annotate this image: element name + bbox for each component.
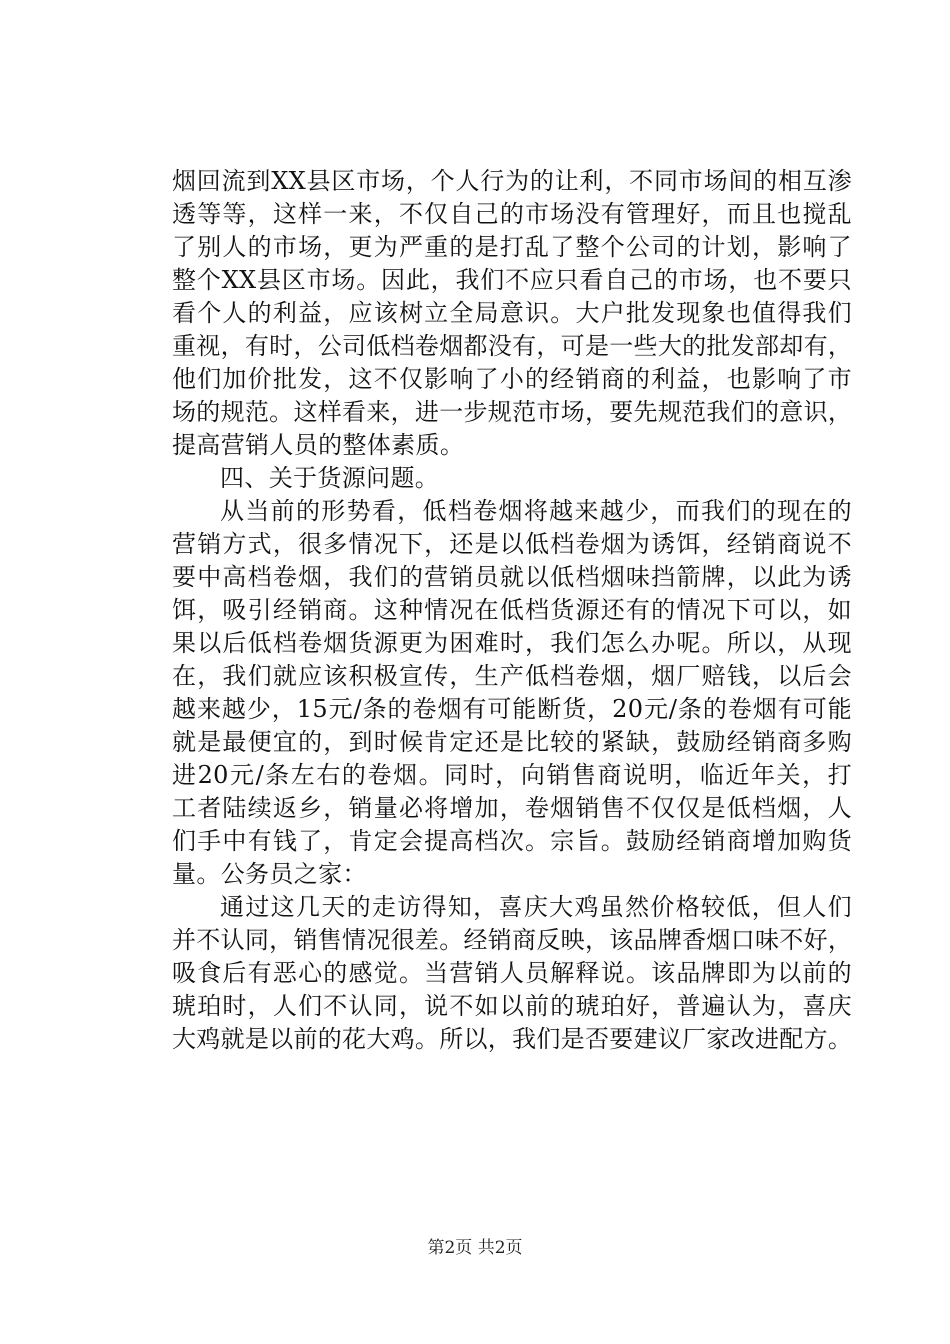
- page-footer: 第2页 共2页: [427, 1238, 523, 1258]
- text-line: 饵，吸引经销商。这种情况在低档货源还有的情况下可以，如: [172, 596, 852, 624]
- text-line: 进20元/条左右的卷烟。同时，向销售商说明，临近年关，打: [172, 761, 852, 789]
- text-line: 营销方式，很多情况下，还是以低档卷烟为诱饵，经销商说不: [172, 530, 852, 558]
- text-line: 提高营销人员的整体素质。: [172, 431, 465, 459]
- text-line: 们手中有钱了，肯定会提高档次。宗旨。鼓励经销商增加购货: [172, 827, 852, 855]
- document-body: [172, 165, 852, 1056]
- text-line: 就是最便宜的，到时候肯定还是比较的紧缺，鼓励经销商多购: [172, 728, 852, 756]
- text-line: 要中高档卷烟，我们的营销员就以低档烟味挡箭牌，以此为诱: [172, 563, 852, 591]
- text-line: 透等等，这样一来，不仅自己的市场没有管理好，而且也搅乱: [172, 200, 852, 228]
- text-line: 在，我们就应该积极宣传，生产低档卷烟，烟厂赔钱，以后会: [172, 662, 852, 690]
- text-line: 量。公务员之家：: [172, 860, 367, 888]
- text-line: 从当前的形势看，低档卷烟将越来越少，而我们的现在的: [220, 497, 852, 525]
- text-line: 并不认同，销售情况很差。经销商反映，该品牌香烟口味不好，: [172, 926, 852, 954]
- text-line: 吸食后有恶心的感觉。当营销人员解释说。该品牌即为以前的: [172, 959, 852, 987]
- text-line: 果以后低档卷烟货源更为困难时，我们怎么办呢。所以，从现: [172, 629, 852, 657]
- text-line: 琥珀时，人们不认同，说不如以前的琥珀好，普遍认为，喜庆: [172, 992, 852, 1020]
- text-line: 工者陆续返乡，销量必将增加，卷烟销售不仅仅是低档烟，人: [172, 794, 852, 822]
- text-line: 他们加价批发，这不仅影响了小的经销商的利益，也影响了市: [172, 365, 852, 393]
- text-line: 大鸡就是以前的花大鸡。所以，我们是否要建议厂家改进配方。: [172, 1025, 852, 1053]
- text-line: 了别人的市场，更为严重的是打乱了整个公司的计划，影响了: [172, 233, 852, 261]
- text-line: 通过这几天的走访得知，喜庆大鸡虽然价格较低，但人们: [220, 893, 852, 921]
- text-line: 越来越少，15元/条的卷烟有可能断货，20元/条的卷烟有可能: [172, 695, 852, 723]
- text-line: 重视，有时，公司低档卷烟都没有，可是一些大的批发部却有，: [172, 332, 852, 360]
- text-line: 整个XX县区市场。因此，我们不应只看自己的市场，也不要只: [172, 266, 852, 294]
- text-line: 场的规范。这样看来，进一步规范市场，要先规范我们的意识，: [172, 398, 852, 426]
- text-line: 看个人的利益，应该树立全局意识。大户批发现象也值得我们: [172, 299, 852, 327]
- text-line: 四、关于货源问题。: [220, 464, 440, 492]
- text-line: 烟回流到XX县区市场，个人行为的让利，不同市场间的相互渗: [172, 167, 852, 195]
